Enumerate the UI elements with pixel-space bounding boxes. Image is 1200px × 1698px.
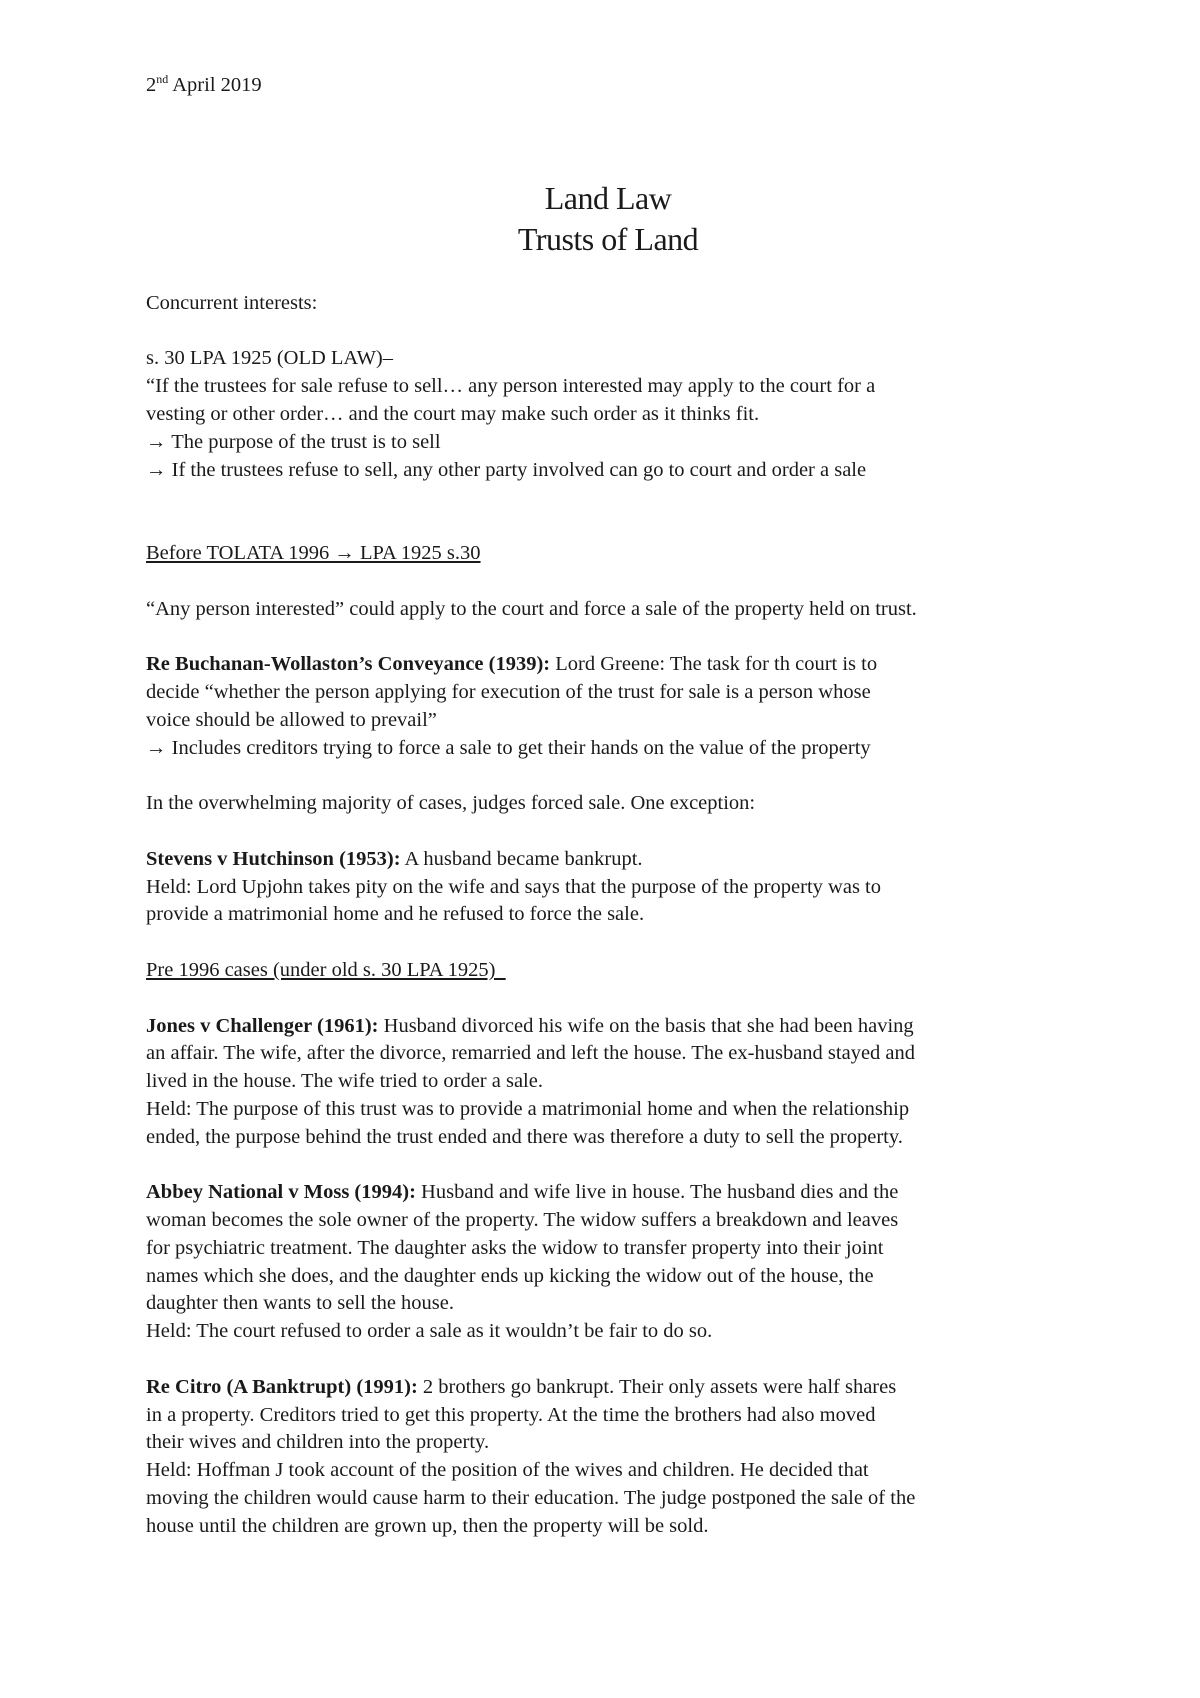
case-stevens-v-hutchinson: Stevens v Hutchinson (1953): A husband became bankrupt. Held: Lord Upjohn takes pity on the wife and says that the purpose of the property was to provide a matrimonial home and he refused to force the sale. xyxy=(146,847,881,926)
case-abbey-national-v-moss: Abbey National v Moss (1994): Husband and wife live in house. The husband dies and the woman becomes the sole owner of the property. The widow suffers a breakdown and leaves for psychiatric treatment. The daughter asks the widow to transfer property into their joint names which she does, and the daughter ends up kicking the widow out of the house, the daughter then wants to sell the house. Held: The court refused to order a sale as it wouldn’t be fair to do so. xyxy=(146,1181,899,1343)
section-30-note-1: → The purpose of the trust is to sell xyxy=(146,430,441,453)
pre-1996-cases-heading: Pre 1996 cases (under old s. 30 LPA 1925) xyxy=(146,958,506,981)
case-name: Jones v Challenger (1961): xyxy=(146,1014,379,1037)
case-name: Re Citro (A Banktrupt) (1991): xyxy=(146,1375,418,1398)
case-buchanan-wollaston: Re Buchanan-Wollaston’s Conveyance (1939): Lord Greene: The task for th court is to decide “whether the person applying for execution of the trust for sale is a person whose voice should be allowed to prevail” → Includes creditors trying to force a sale to get their hands on the value of the property xyxy=(146,653,878,759)
before-tolata-text: “Any person interested” could apply to the court and force a sale of the property held on trust. xyxy=(146,597,917,620)
section-30-quote-line-2: vesting or other order… and the court may make such order as it thinks fit. xyxy=(146,402,760,425)
section-30-note-2: → If the trustees refuse to sell, any other party involved can go to court and order a sale xyxy=(146,458,867,481)
concurrent-interests-label: Concurrent interests: xyxy=(146,291,318,314)
document-date: 2nd April 2019 xyxy=(146,72,262,96)
title-line-2: Trusts of Land xyxy=(517,220,699,257)
majority-statement: In the overwhelming majority of cases, judges forced sale. One exception: xyxy=(146,792,756,815)
case-re-citro: Re Citro (A Banktrupt) (1991): 2 brothers go bankrupt. Their only assets were half shares in a property. Creditors tried to get this property. At the time the brothers had also moved their wives and children into the property. Held: Hoffman J took account of the position of the wives and children. He decided that moving the children would cause harm to their education. The judge postponed the sale of the house until the children are grown up, then the property will be sold. xyxy=(146,1375,916,1537)
section-30-heading: s. 30 LPA 1925 (OLD LAW)– xyxy=(146,347,394,370)
before-tolata-heading: Before TOLATA 1996 → LPA 1925 s.30 xyxy=(146,541,481,564)
title-line-1: Land Law xyxy=(544,179,672,216)
document-title xyxy=(146,178,1070,260)
case-name: Abbey National v Moss (1994): xyxy=(146,1181,416,1204)
section-30-quote-line-1: “If the trustees for sale refuse to sell… any person interested may apply to the court for a xyxy=(146,375,876,398)
section-30-block xyxy=(146,345,1070,484)
case-name: Re Buchanan-Wollaston’s Conveyance (1939): xyxy=(146,653,551,676)
case-jones-v-challenger: Jones v Challenger (1961): Husband divorced his wife on the basis that she had been having an affair. The wife, after the divorce, remarried and left the house. The ex-husband stayed and lived in the house. The wife tried to order a sale. Held: The purpose of this trust was to provide a matrimonial home and when the relationship ended, the purpose behind the trust ended and there was therefore a duty to sell the property. xyxy=(146,1014,916,1148)
date-ordinal-suffix: nd xyxy=(156,72,169,87)
case-name: Stevens v Hutchinson (1953): xyxy=(146,847,401,870)
